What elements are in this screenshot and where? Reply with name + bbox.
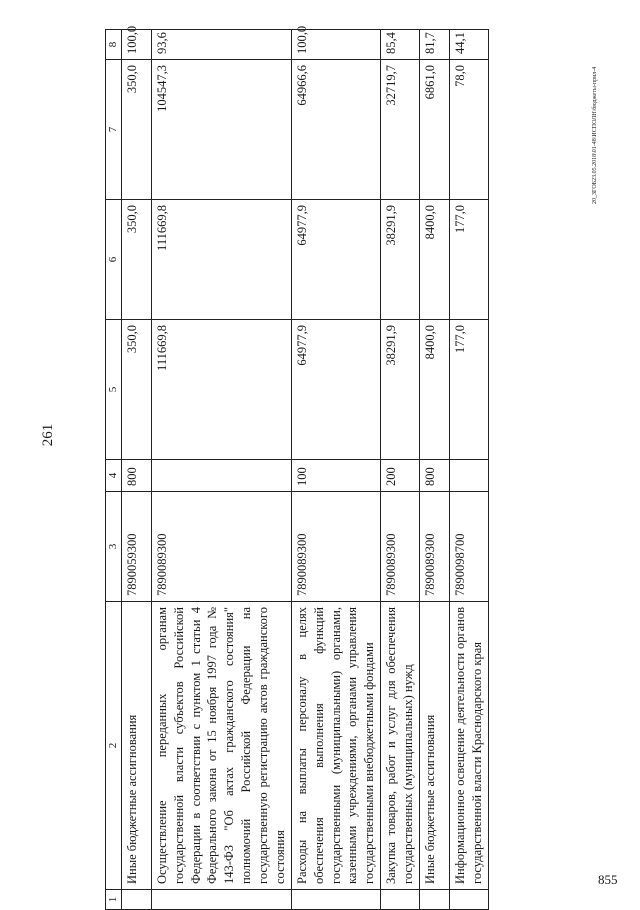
row-value-col6-cell: 111669,8 xyxy=(151,200,291,320)
header-col-6: 6 xyxy=(106,200,122,320)
row-index-cell xyxy=(151,890,291,910)
row-value-col8-cell: 100,0 xyxy=(121,30,151,60)
row-target-code-cell: 7890089300 xyxy=(381,492,420,602)
row-index-cell xyxy=(381,890,420,910)
row-index-cell xyxy=(419,890,449,910)
header-col-2: 2 xyxy=(106,602,122,890)
row-value-col5-cell: 38291,9 xyxy=(381,320,420,460)
table-row xyxy=(121,30,151,910)
row-expense-type-cell xyxy=(151,460,291,492)
row-value-col7-cell: 6861,0 xyxy=(419,60,449,200)
header-col-4: 4 xyxy=(106,460,122,492)
row-value-col7-cell: 104547,3 xyxy=(151,60,291,200)
page-number-top: 261 xyxy=(40,423,56,447)
table-row xyxy=(449,30,488,910)
row-name-cell: Иные бюджетные ассигнования xyxy=(419,602,449,890)
rotated-budget-table-wrapper xyxy=(105,25,565,910)
page-number-bottom: 855 xyxy=(598,872,618,887)
header-col-3: 3 xyxy=(106,492,122,602)
row-expense-type-cell: 800 xyxy=(121,460,151,492)
row-value-col8-cell: 44,1 xyxy=(449,30,488,60)
header-col-8: 8 xyxy=(106,30,122,60)
row-value-col6-cell: 64977,9 xyxy=(291,200,380,320)
row-expense-type-cell xyxy=(449,460,488,492)
row-target-code-cell: 7890098700 xyxy=(449,492,488,602)
row-name-cell: Расходы на выплаты персоналу в целях обеспечения выполнения функций государственными (муниципальными) органами, казенными учреждениями, органами управления государственными внебюджетными фондами xyxy=(291,602,380,890)
row-value-col8-cell: 93,6 xyxy=(151,30,291,60)
row-expense-type-cell: 100 xyxy=(291,460,380,492)
row-name-cell: Иные бюджетные ассигнования xyxy=(121,602,151,890)
row-value-col5-cell: 177,0 xyxy=(449,320,488,460)
row-expense-type-cell: 200 xyxy=(381,460,420,492)
row-value-col7-cell: 64966,6 xyxy=(291,60,380,200)
table-row xyxy=(419,30,449,910)
row-name-cell: Осуществление переданных органам государственной власти субъектов Российской Федерации в соответствии с пунктом 1 статьи 4 Федерального закона от 15 ноября 1997 года № 143-ФЗ "Об актах гражданского состояния" полномочий Российской Федерации на государственную регистрацию актов гражданского состояния xyxy=(151,602,291,890)
header-col-5: 5 xyxy=(106,320,122,460)
table-row xyxy=(291,30,380,910)
row-value-col7-cell: 350,0 xyxy=(121,60,151,200)
row-target-code-cell: 7890059300 xyxy=(121,492,151,602)
row-value-col6-cell: 8400,0 xyxy=(419,200,449,320)
row-name-cell: Информационное освещение деятельности органов государственной власти Краснодарского края xyxy=(449,602,488,890)
row-value-col8-cell: 81,7 xyxy=(419,30,449,60)
header-col-7: 7 xyxy=(106,60,122,200)
row-index-cell xyxy=(291,890,380,910)
row-value-col5-cell: 64977,9 xyxy=(291,320,380,460)
row-value-col7-cell: 78,0 xyxy=(449,60,488,200)
row-value-col5-cell: 111669,8 xyxy=(151,320,291,460)
row-index-cell xyxy=(121,890,151,910)
row-value-col7-cell: 32719,7 xyxy=(381,60,420,200)
footer-file-code xyxy=(592,34,602,204)
row-target-code-cell: 7890089300 xyxy=(151,492,291,602)
header-col-1: 1 xyxy=(106,890,122,910)
row-value-col6-cell: 350,0 xyxy=(121,200,151,320)
footer-file-code-text: 20_ЗГОБ23.05.2018\01-48\ИСПОЛН\бюджеты-прил-4 xyxy=(592,66,598,204)
row-index-cell xyxy=(449,890,488,910)
table-row xyxy=(381,30,420,910)
row-target-code-cell: 7890089300 xyxy=(291,492,380,602)
row-value-col6-cell: 177,0 xyxy=(449,200,488,320)
row-value-col6-cell: 38291,9 xyxy=(381,200,420,320)
budget-table xyxy=(105,25,489,910)
row-value-col5-cell: 8400,0 xyxy=(419,320,449,460)
table-row xyxy=(151,30,291,910)
row-target-code-cell: 7890089300 xyxy=(419,492,449,602)
row-value-col8-cell: 85,4 xyxy=(381,30,420,60)
row-expense-type-cell: 800 xyxy=(419,460,449,492)
table-header-row xyxy=(106,30,122,910)
row-value-col8-cell: 100,0 xyxy=(291,30,380,60)
row-name-cell: Закупка товаров, работ и услуг для обеспечения государственных (муниципальных) нужд xyxy=(381,602,420,890)
row-value-col5-cell: 350,0 xyxy=(121,320,151,460)
